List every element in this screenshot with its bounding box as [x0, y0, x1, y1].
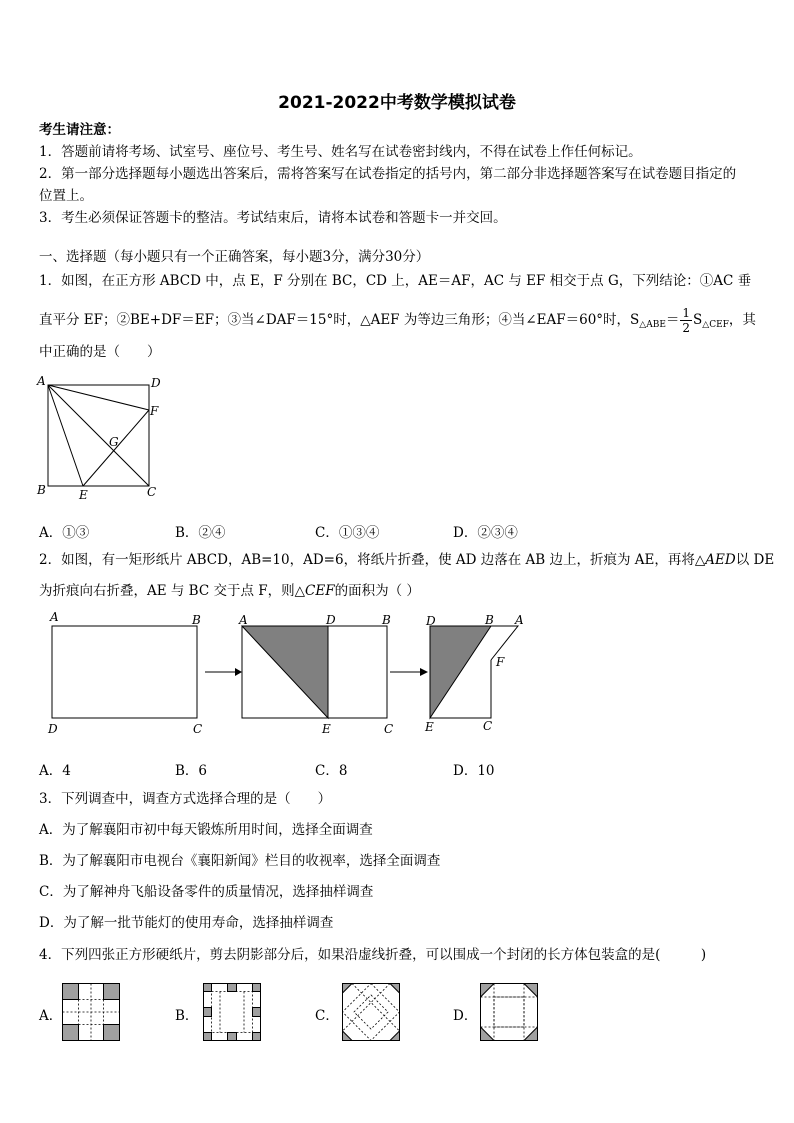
svg-text:E: E [425, 720, 434, 734]
svg-text:A: A [37, 374, 46, 388]
q1-stem-line2: 直平分 EF；②BE+DF＝EF；③当∠DAF＝15°时，△AEF 为等边三角形；④当∠EAF＝60°时，$S_{\triangle ABE}=$ $\frac{1}{2}$ $S_{\triangle CEF}$，其 [39, 306, 756, 335]
q1-option-b[interactable]: B．②④ [175, 525, 226, 541]
q4-option-a-label[interactable]: A． [39, 1008, 63, 1024]
q1-square-figure [36, 372, 166, 502]
notice-item-2-cont: 位置上。 [39, 188, 93, 204]
svg-text:B: B [382, 613, 391, 627]
svg-text:A: A [239, 613, 248, 627]
svg-text:E: E [79, 488, 88, 502]
q2-stem-line1: 2．如图，有一矩形纸片 ABCD，AB=10，AD=6，将纸片折叠，使 AD 边落在 AB 边上，折痕为 AE，再将△AED以 DE [39, 552, 775, 568]
q4-option-d-figure[interactable] [480, 983, 538, 1041]
q4-option-c-figure[interactable] [342, 983, 400, 1041]
q3-option-c[interactable]: C．为了解神舟飞船设备零件的质量情况，选择抽样调查 [39, 884, 374, 900]
q2-option-b[interactable]: B．6 [175, 763, 208, 779]
q2-option-a[interactable]: A．4 [39, 763, 71, 779]
svg-text:A: A [515, 613, 524, 627]
svg-text:D: D [426, 614, 436, 628]
fraction-one-half: $\frac{1}{2}$ [682, 306, 691, 335]
notice-item-2: 2．第一部分选择题每小题选出答案后，需将答案写在试卷指定的括号内，第二部分非选择题答案写在试卷题目指定的 [39, 166, 737, 182]
q4-option-b-figure[interactable] [203, 983, 261, 1041]
svg-text:D: D [48, 722, 58, 736]
svg-text:G: G [109, 435, 119, 449]
q3-stem: 3．下列调查中，调查方式选择合理的是（ ） [39, 791, 332, 807]
q3-option-a[interactable]: A．为了解襄阳市初中每天锻炼所用时间，选择全面调查 [39, 822, 373, 838]
q1-stem-line1: 1．如图，在正方形 ABCD 中，点 E，F 分别在 BC，CD 上，AE＝AF，AC 与 EF 相交于点 G，下列结论：①AC 垂 [39, 273, 752, 289]
svg-text:C: C [193, 722, 203, 736]
q2-option-c[interactable]: C．8 [315, 763, 348, 779]
q1-option-a[interactable]: A．①③ [39, 525, 90, 541]
section-heading: 一、选择题（每小题只有一个正确答案，每小题3分，满分30分） [39, 249, 430, 265]
q2-fold-figures [40, 606, 540, 736]
notice-heading: 考生请注意： [39, 122, 120, 138]
q4-option-d-label[interactable]: D． [453, 1008, 478, 1024]
q4-option-c-label[interactable]: C． [315, 1008, 339, 1024]
notice-item-1: 1．答题前请将考场、试室号、座位号、考生号、姓名写在试卷密封线内，不得在试卷上作任何标记。 [39, 144, 642, 160]
q4-option-b-label[interactable]: B． [175, 1008, 199, 1024]
q4-stem: 4．下列四张正方形硬纸片，剪去阴影部分后，如果沿虚线折叠，可以围成一个封闭的长方体包装盒的是( ) [39, 947, 707, 963]
page-title: 2021-2022中考数学模拟试卷 [278, 93, 516, 113]
svg-text:C: C [147, 485, 157, 499]
q2-option-d[interactable]: D．10 [453, 763, 495, 779]
q1-option-c[interactable]: C．①③④ [315, 525, 380, 541]
q2-stem-line2: 为折痕向右折叠，AE 与 BC 交于点 F，则△CEF的面积为（ ） [39, 583, 420, 599]
svg-text:A: A [50, 610, 59, 624]
svg-text:B: B [37, 483, 46, 497]
q4-option-a-figure[interactable] [62, 983, 120, 1041]
q1-option-d[interactable]: D．②③④ [453, 525, 518, 541]
svg-text:E: E [322, 722, 331, 736]
svg-text:D: D [326, 613, 336, 627]
svg-text:C: C [483, 719, 493, 733]
svg-text:B: B [485, 613, 494, 627]
svg-text:C: C [384, 722, 394, 736]
notice-item-3: 3．考生必须保证答题卡的整洁。考试结束后，请将本试卷和答题卡一并交回。 [39, 210, 507, 226]
svg-text:F: F [150, 404, 159, 418]
q3-option-d[interactable]: D．为了解一批节能灯的使用寿命，选择抽样调查 [39, 915, 334, 931]
q3-option-b[interactable]: B．为了解襄阳市电视台《襄阳新闻》栏目的收视率，选择全面调查 [39, 853, 441, 869]
svg-text:D: D [151, 376, 161, 390]
q1-stem-line3: 中正确的是（ ） [39, 344, 161, 360]
svg-text:F: F [496, 655, 505, 669]
svg-text:B: B [192, 613, 201, 627]
